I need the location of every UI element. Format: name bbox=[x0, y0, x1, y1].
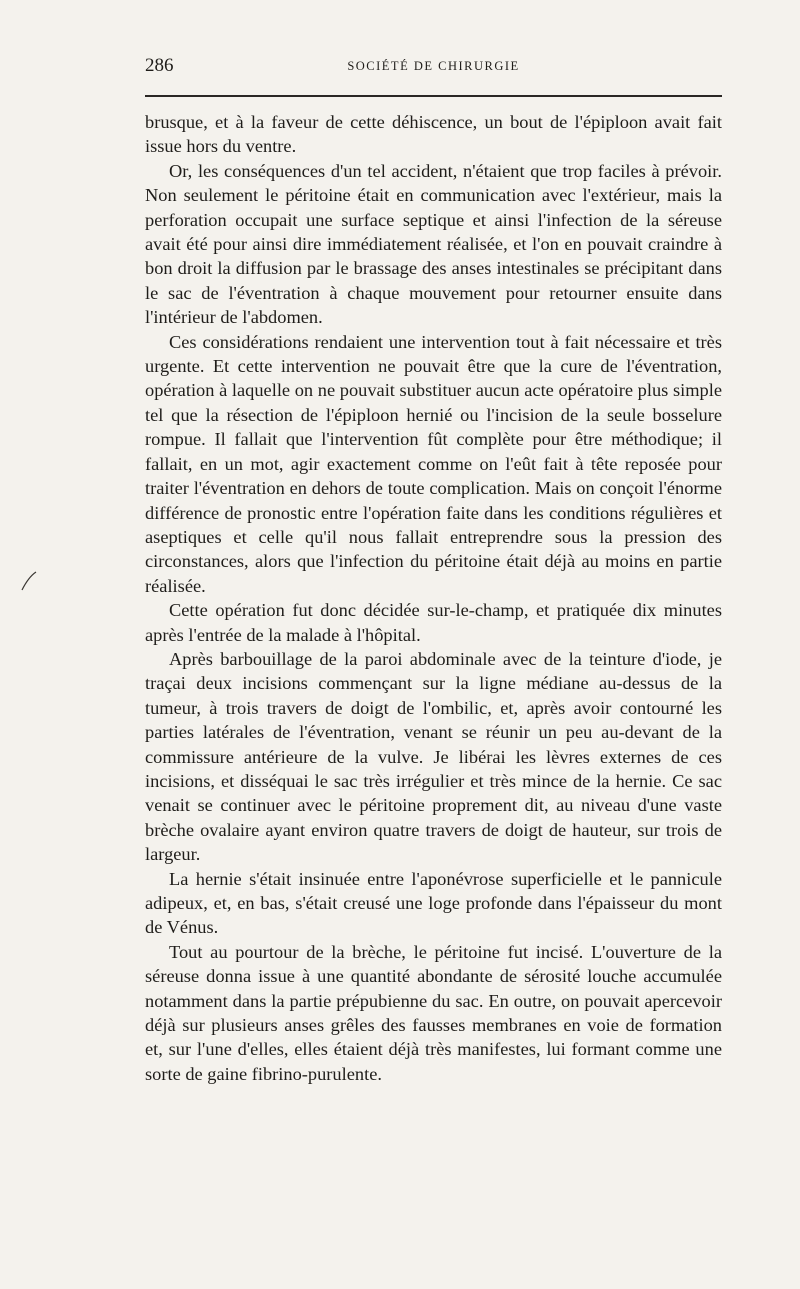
paragraph: Tout au pourtour de la brèche, le péritoine fut incisé. L'ouverture de la séreuse donna issue à une quantité abondante de sérosité louche accumulée notamment dans la partie prépubienne du sac. En outre, on pouvait apercevoir déjà sur plusieurs anses grêles des fausses membranes en voie de formation et, sur l'une d'elles, elles étaient déjà très manifestes, lui formant comme une sorte de gaine fibrino-purulente. bbox=[145, 941, 722, 1084]
body-text bbox=[145, 110, 722, 1086]
header-rule bbox=[145, 95, 722, 97]
paragraph: Ces considérations rendaient une intervention tout à fait nécessaire et très urgente. Et cette intervention ne pouvait être que la cure de l'éventration, opération à laquelle on ne pouvait substituer aucun acte opératoire plus simple tel que la résection de l'épiploon hernié ou l'incision de la seule bosselure rompue. Il fallait que l'intervention fût complète pour être méthodique; il fallait, en un mot, agir exactement comme on l'eût fait à tête reposée pour traiter l'éventration en dehors de toute complication. Mais on conçoit l'énorme différence de pronostic entre l'opération faite dans les conditions régulières et aseptiques et celle qu'il nous fallait entreprendre sous la pression des circonstances, alors que l'infection du péritoine était déjà au moins en partie réalisée. bbox=[145, 331, 722, 596]
page-number: 286 bbox=[145, 55, 174, 76]
paragraph: Après barbouillage de la paroi abdominale avec de la teinture d'iode, je traçai deux incisions commençant sur la ligne médiane au-dessus de la tumeur, à trois travers de doigt de l'ombilic, et, après avoir contourné les parties latérales de l'éventration, venant se réunir un peu au-devant de la commissure antérieure de la vulve. Je libérai les lèvres externes de ces incisions, et disséquai le sac très irrégulier et très mince de la hernie. Ce sac venait se continuer avec le péritoine proprement dit, au niveau d'une vaste brèche ovalaire ayant environ quatre travers de doigt de hauteur, sur trois de largeur. bbox=[145, 648, 722, 865]
paragraph: Cette opération fut donc décidée sur-le-champ, et pratiquée dix minutes après l'entrée de la malade à l'hôpital. bbox=[145, 600, 722, 645]
paragraph: brusque, et à la faveur de cette déhiscence, un bout de l'épiploon avait fait issue hors du ventre. bbox=[145, 112, 722, 157]
paragraph: Or, les conséquences d'un tel accident, n'étaient que trop faciles à prévoir. Non seulement le péritoine était en communication avec l'extérieur, mais la perforation occupait une surface septique et ainsi l'infection de la séreuse avait été pour ainsi dire immédiatement réalisée, et l'on en pouvait craindre à bon droit la diffusion par le brassage des anses intestinales se précipitant dans le sac de l'éventration à chaque mouvement pour retourner ensuite dans l'intérieur de l'abdomen. bbox=[145, 160, 722, 328]
paragraph: La hernie s'était insinuée entre l'aponévrose superficielle et le pannicule adipeux, et, en bas, s'était creusé une loge profonde dans l'épaisseur du mont de Vénus. bbox=[145, 868, 722, 938]
running-title: SOCIÉTÉ DE CHIRURGIE bbox=[347, 59, 520, 73]
pencil-mark-icon bbox=[20, 570, 38, 592]
page-header bbox=[145, 55, 722, 85]
